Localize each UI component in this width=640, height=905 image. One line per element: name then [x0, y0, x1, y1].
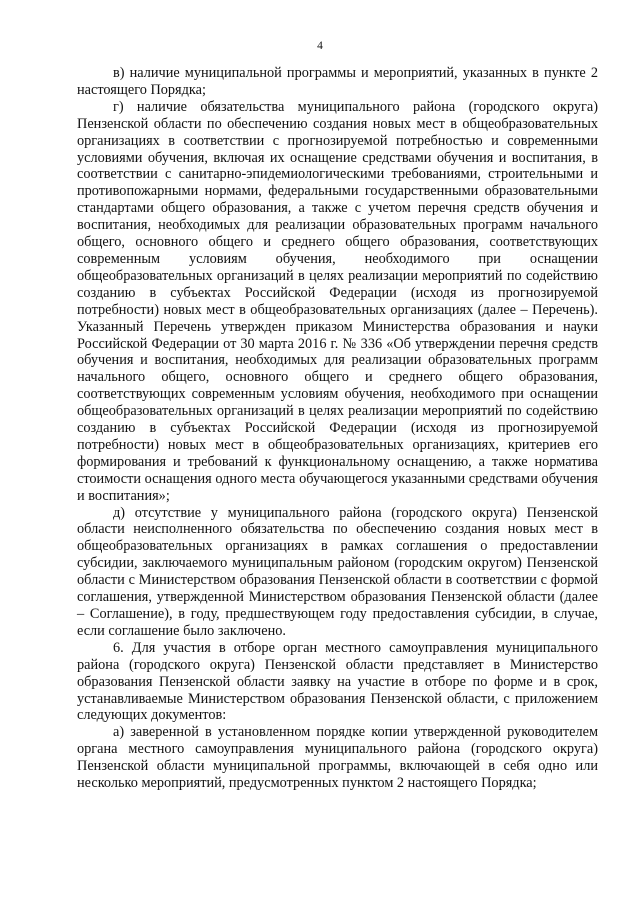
document-body: [77, 65, 598, 792]
paragraph-a: а) заверенной в установленном порядке копии утвержденной руководителем органа местного самоуправления муниципального района (городского округа) Пензенской области муниципальной программы, включающей в себя одно или несколько мероприятий, предусмотренных пунктом 2 настоящего Порядка;: [77, 724, 598, 792]
paragraph-d: д) отсутствие у муниципального района (городского округа) Пензенской области неисполненного обязательства по обеспечению создания новых мест в общеобразовательных организациях в рамках соглашения о предоставлении субсидии, заключаемого муниципальным районом (городским округом) Пензенской области с Министерством образования Пензенской области в соответствии с формой соглашения, утвержденной Министерством образования Пензенской области (далее – Соглашение), в году, предшествующем году предоставления субсидии, в случае, если соглашение было заключено.: [77, 504, 598, 639]
paragraph-6: 6. Для участия в отборе орган местного самоуправления муниципального района (городского округа) Пензенской области представляет в Министерство образования Пензенской области заявку на участие в отборе по форме и в срок, устанавливаемые Министерством образования Пензенской области, с приложением следующих документов:: [77, 639, 598, 724]
paragraph-g: г) наличие обязательства муниципального района (городского округа) Пензенской области по обеспечению создания новых мест в общеобразовательных организациях в соответствии с прогнозируемой потребностью и современными условиями обучения, включая их оснащение средствами обучения и воспитания, в соответствии с санитарно-эпидемиологическими требованиями, строительными и противопожарными нормами, федеральными государственными образовательными стандартами общего образования, а также с учетом перечня средств обучения и воспитания, необходимых для реализации образовательных программ начального общего, основного общего и среднего общего образования, соответствующих современным условиям обучения, необходимого при оснащении общеобразовательных организаций в целях реализации мероприятий по содействию созданию в субъектах Российской Федерации (исходя из прогнозируемой потребности) новых мест в общеобразовательных организациях (далее – Перечень). Указанный Перечень утвержден приказом Министерства образования и науки Российской Федерации от 30 марта 2016 г. № 336 «Об утверждении перечня средств обучения и воспитания, необходимых для реализации образовательных программ начального общего, основного общего и среднего общего образования, соответствующих современным условиям обучения, необходимого при оснащении общеобразовательных организаций в целях реализации мероприятий по содействию созданию в субъектах Российской Федерации (исходя из прогнозируемой потребности) новых мест в общеобразовательных организациях, критериев его формирования и требований к функциональному оснащению, а также норматива стоимости оснащения одного места обучающегося указанными средствами обучения и воспитания»;: [77, 98, 598, 504]
paragraph-v: в) наличие муниципальной программы и мероприятий, указанных в пункте 2 настоящего Порядка;: [77, 65, 598, 98]
page-number: 4: [317, 40, 323, 52]
